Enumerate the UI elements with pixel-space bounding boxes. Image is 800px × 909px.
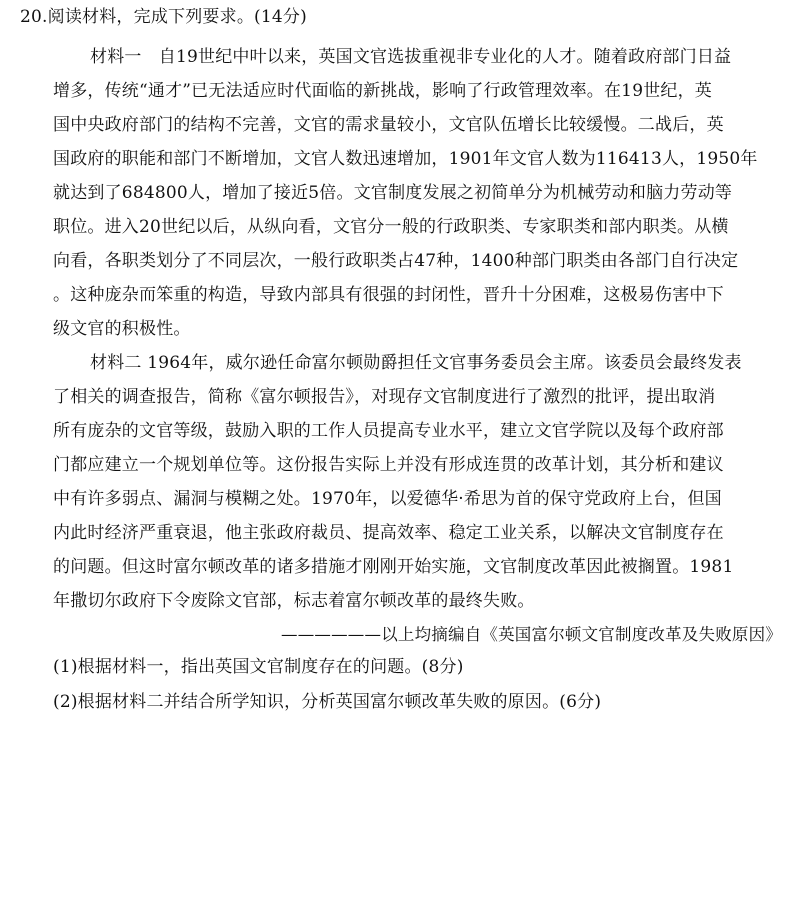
material-two-line: 的问题。但这时富尔顿改革的诸多措施才刚刚开始实施，文官制度改革因此被搁置。1981 xyxy=(53,557,734,577)
material-one-line: 增多，传统“通才”已无法适应时代面临的新挑战，影响了行政管理效率。在19世纪，英 xyxy=(53,81,713,101)
material-two-line: 材料二 1964年，威尔逊任命富尔顿勋爵担任文官事务委员会主席。该委员会最终发表 xyxy=(90,353,742,373)
material-one-line: 级文官的积极性。 xyxy=(53,319,191,339)
source-citation: ——————以上均摘编自《英国富尔顿文官制度改革及失败原因》 xyxy=(281,625,782,644)
material-two-line: 了相关的调查报告，简称《富尔顿报告》，对现存文官制度进行了激烈的批评，提出取消 xyxy=(53,387,716,407)
material-one-line: 国政府的职能和部门不断增加，文官人数迅速增加，1901年文官人数为116413人，1950年 xyxy=(53,149,758,169)
sub-question-2: (2)根据材料二并结合所学知识，分析英国富尔顿改革失败的原因。(6分) xyxy=(53,692,602,712)
material-one-line: 。这种庞杂而笨重的构造，导致内部具有很强的封闭性，晋升十分困难，这极易伤害中下 xyxy=(53,285,724,305)
material-two-line: 门都应建立一个规划单位等。这份报告实际上并没有形成连贯的改革计划，其分析和建议 xyxy=(53,455,724,475)
question-header: 20.阅读材料，完成下列要求。(14分) xyxy=(20,7,307,27)
material-one-line: 职位。进入20世纪以后，从纵向看，文官分一般的行政职类、专家职类和部内职类。从横 xyxy=(53,217,729,237)
material-one-line: 就达到了684800人，增加了接近5倍。文官制度发展之初简单分为机械劳动和脑力劳动等 xyxy=(53,183,733,203)
sub-question-1: (1)根据材料一，指出英国文官制度存在的问题。(8分) xyxy=(53,657,464,677)
material-one-line: 国中央政府部门的结构不完善，文官的需求量较小，文官队伍增长比较缓慢。二战后，英 xyxy=(53,115,724,135)
material-two-line: 内此时经济严重衰退，他主张政府裁员、提高效率、稳定工业关系，以解决文官制度存在 xyxy=(53,523,724,543)
material-two-line: 所有庞杂的文官等级，鼓励入职的工作人员提高专业水平，建立文官学院以及每个政府部 xyxy=(53,421,724,441)
material-two-line: 年撒切尔政府下令废除文官部，标志着富尔顿改革的最终失败。 xyxy=(53,591,535,611)
material-one-line: 材料一 自19世纪中叶以来，英国文官选拔重视非专业化的人才。随着政府部门日益 xyxy=(90,47,732,67)
material-two-line: 中有许多弱点、漏洞与模糊之处。1970年，以爱德华·希思为首的保守党政府上台，但国 xyxy=(53,489,722,509)
material-one-line: 向看，各职类划分了不同层次，一般行政职类占47种，1400种部门职类由各部门自行决定 xyxy=(53,251,739,271)
